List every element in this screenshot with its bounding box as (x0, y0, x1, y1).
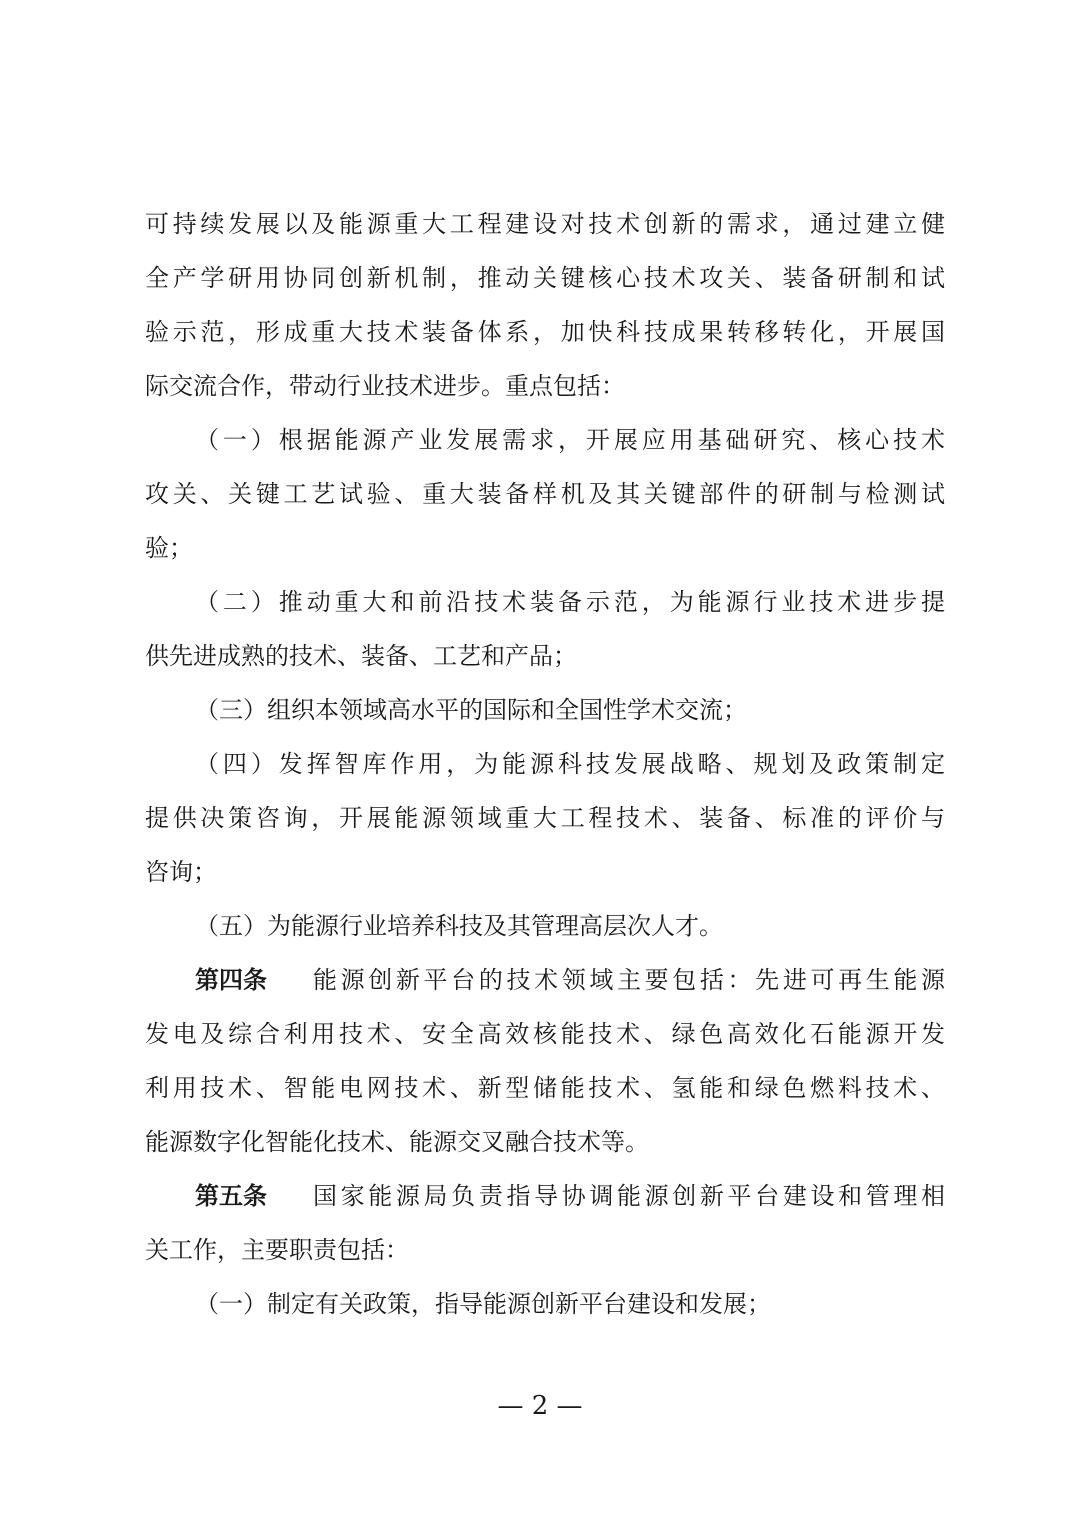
text-line: 能源数字化智能化技术、能源交叉融合技术等。 (145, 1128, 649, 1156)
text-line: 供先进成熟的技术、装备、工艺和产品； (145, 642, 577, 670)
list-item-5-line: （五）为能源行业培养科技及其管理高层次人才。 (195, 912, 723, 940)
list-item-4-line: （四）发挥智库作用，为能源科技发展战略、规划及政策制定 (195, 750, 945, 778)
page-number: — 2 — (497, 1391, 583, 1421)
article-5-text: 国家能源局负责指导协调能源创新平台建设和管理相 (313, 1182, 945, 1210)
text-line: 利用技术、智能电网技术、新型储能技术、氢能和绿色燃料技术、 (145, 1074, 945, 1102)
list-item-3-line: （三）组织本领域高水平的国际和全国性学术交流； (195, 696, 747, 724)
text-line: 验； (145, 534, 193, 562)
list-item-2-line: （二）推动重大和前沿技术装备示范，为能源行业技术进步提 (195, 588, 945, 616)
text-line: 提供决策咨询，开展能源领域重大工程技术、装备、标准的评价与 (145, 804, 945, 832)
article-4-text: 能源创新平台的技术领域主要包括：先进可再生能源 (313, 966, 945, 994)
text-line: 咨询； (145, 858, 217, 886)
article-4-heading: 第四条 (195, 965, 267, 994)
text-line: 全产学研用协同创新机制，推动关键核心技术攻关、装备研制和试 (145, 264, 945, 292)
text-line: 可持续发展以及能源重大工程建设对技术创新的需求，通过建立健 (145, 210, 945, 238)
article-5-heading: 第五条 (195, 1181, 267, 1210)
list-item-1-line: （一）制定有关政策，指导能源创新平台建设和发展； (195, 1290, 771, 1318)
text-line: 验示范，形成重大技术装备体系，加快科技成果转移转化，开展国 (145, 318, 945, 346)
text-line: 攻关、关键工艺试验、重大装备样机及其关键部件的研制与检测试 (145, 480, 945, 508)
text-line: 际交流合作，带动行业技术进步。重点包括： (145, 372, 625, 400)
text-line: 发电及综合利用技术、安全高效核能技术、绿色高效化石能源开发 (145, 1020, 945, 1048)
list-item-1-line: （一）根据能源产业发展需求，开展应用基础研究、核心技术 (195, 426, 945, 454)
text-line: 关工作，主要职责包括： (145, 1236, 409, 1264)
